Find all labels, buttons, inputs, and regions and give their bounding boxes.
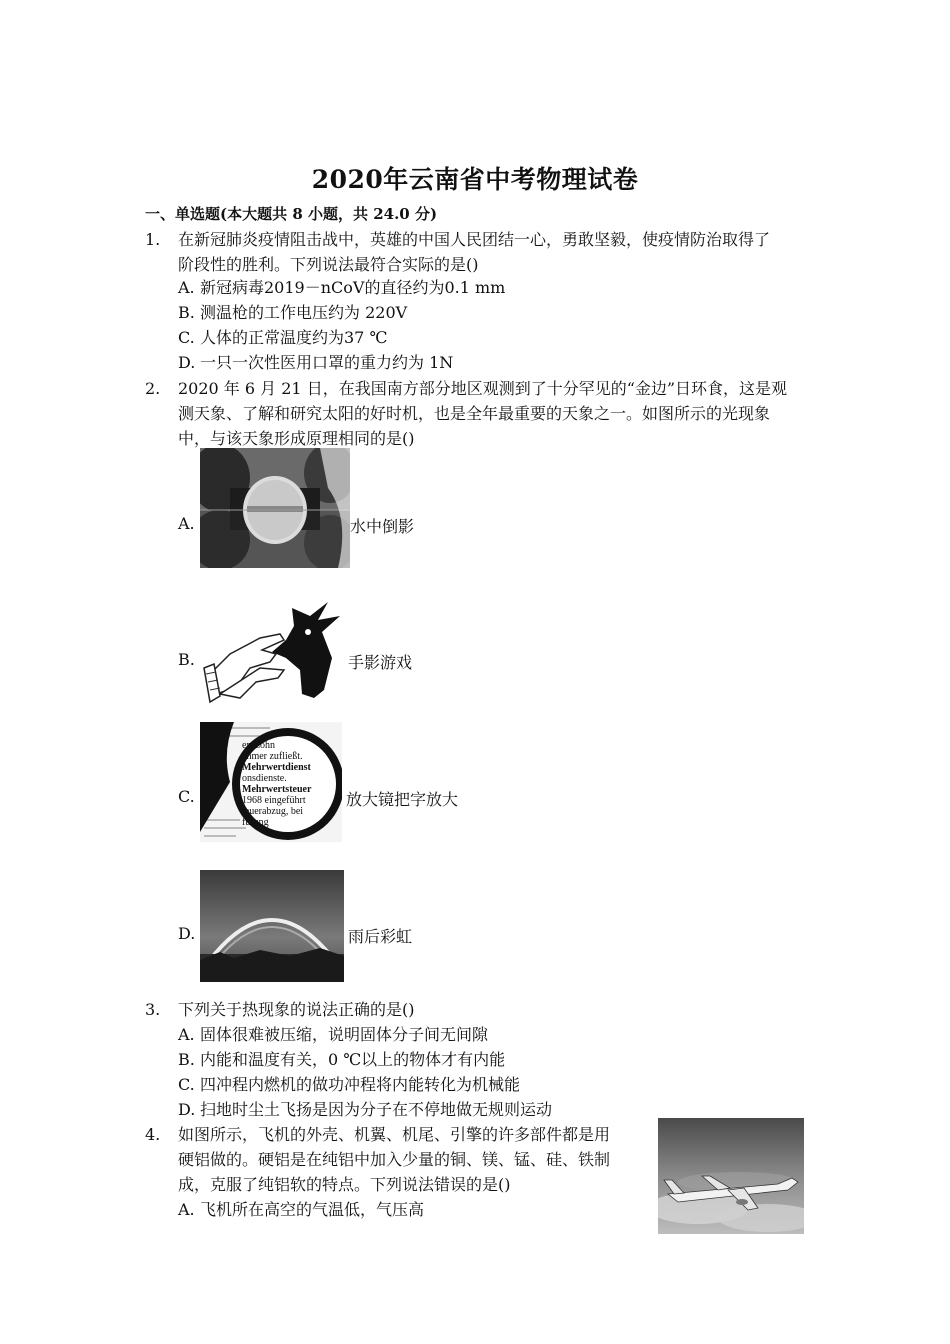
option-b: B. 测温枪的工作电压约为 220V xyxy=(178,303,408,322)
magnifier-text-line: fufung xyxy=(242,817,269,828)
option-d: D. 一只一次性医用口罩的重力约为 1N xyxy=(178,353,454,372)
section-heading: 一、单选题(本大题共 8 小题，共 24.0 分) xyxy=(145,205,438,223)
magnifier-image xyxy=(200,722,342,842)
question-line: 硬铝做的。硬铝是在纯铝中加入少量的铜、镁、锰、硅、铁制 xyxy=(178,1150,611,1169)
hand-shadow-image xyxy=(200,598,350,706)
magnifier-text-line: en Lohn xyxy=(242,740,276,751)
magnifier-text-line: teuerabzug, bei xyxy=(242,806,304,817)
option-a: A. 固体很难被压缩，说明固体分子间无间隙 xyxy=(178,1025,489,1044)
rainbow-image xyxy=(200,870,344,982)
bridge-reflection-image xyxy=(200,448,350,568)
airplane-image xyxy=(658,1118,804,1234)
option-a: A. 飞机所在高空的气温低，气压高 xyxy=(178,1200,425,1219)
magnifier-text-line: Mehrwertdienst xyxy=(242,762,311,773)
question-line: 阶段性的胜利。下列说法最符合实际的是() xyxy=(178,255,479,274)
question-line: 2020 年 6 月 21 日，在我国南方部分地区观测到了十分罕见的“金边”日环食，这是观 xyxy=(178,379,788,398)
magnifier-text-line: ehmer zufließt. xyxy=(242,751,303,762)
question-number: 2. xyxy=(145,379,161,398)
question-number: 4. xyxy=(145,1125,161,1144)
option-c: C. 人体的正常温度约为37 ℃ xyxy=(178,328,388,347)
page-title: 2020年云南省中考物理试卷 xyxy=(311,165,639,194)
question-line: 如图所示，飞机的外壳、机翼、机尾、引擎的许多部件都是用 xyxy=(178,1125,611,1144)
question-number: 3. xyxy=(145,1000,161,1019)
magnifier-text-line: onsdienste. xyxy=(242,773,287,784)
option-b: B. 内能和温度有关，0 ℃以上的物体才有内能 xyxy=(178,1050,506,1069)
question-line: 测天象、了解和研究太阳的好时机，也是全年最重要的天象之一。如图所示的光现象 xyxy=(178,404,771,423)
question-number: 1. xyxy=(145,230,161,249)
magnifier-text-line: 1968 eingeführt xyxy=(242,795,306,806)
magnifier-text-line: Mehrwertsteuer xyxy=(242,784,312,795)
question-line: 中，与该天象形成原理相同的是() xyxy=(178,429,415,448)
question-line: 在新冠肺炎疫情阻击战中，英雄的中国人民团结一心，勇敢坚毅，使疫情防治取得了 xyxy=(178,230,771,249)
option-d: D. 扫地时尘土飞扬是因为分子在不停地做无规则运动 xyxy=(178,1100,553,1119)
option-a: A. 新冠病毒2019－nCoV的直径约为0.1 mm xyxy=(178,278,506,297)
question-line: 成，克服了纯铝软的特点。下列说法错误的是() xyxy=(178,1175,511,1194)
option-c: C. 四冲程内燃机的做功冲程将内能转化为机械能 xyxy=(178,1075,521,1094)
question-line: 下列关于热现象的说法正确的是() xyxy=(178,1000,415,1019)
